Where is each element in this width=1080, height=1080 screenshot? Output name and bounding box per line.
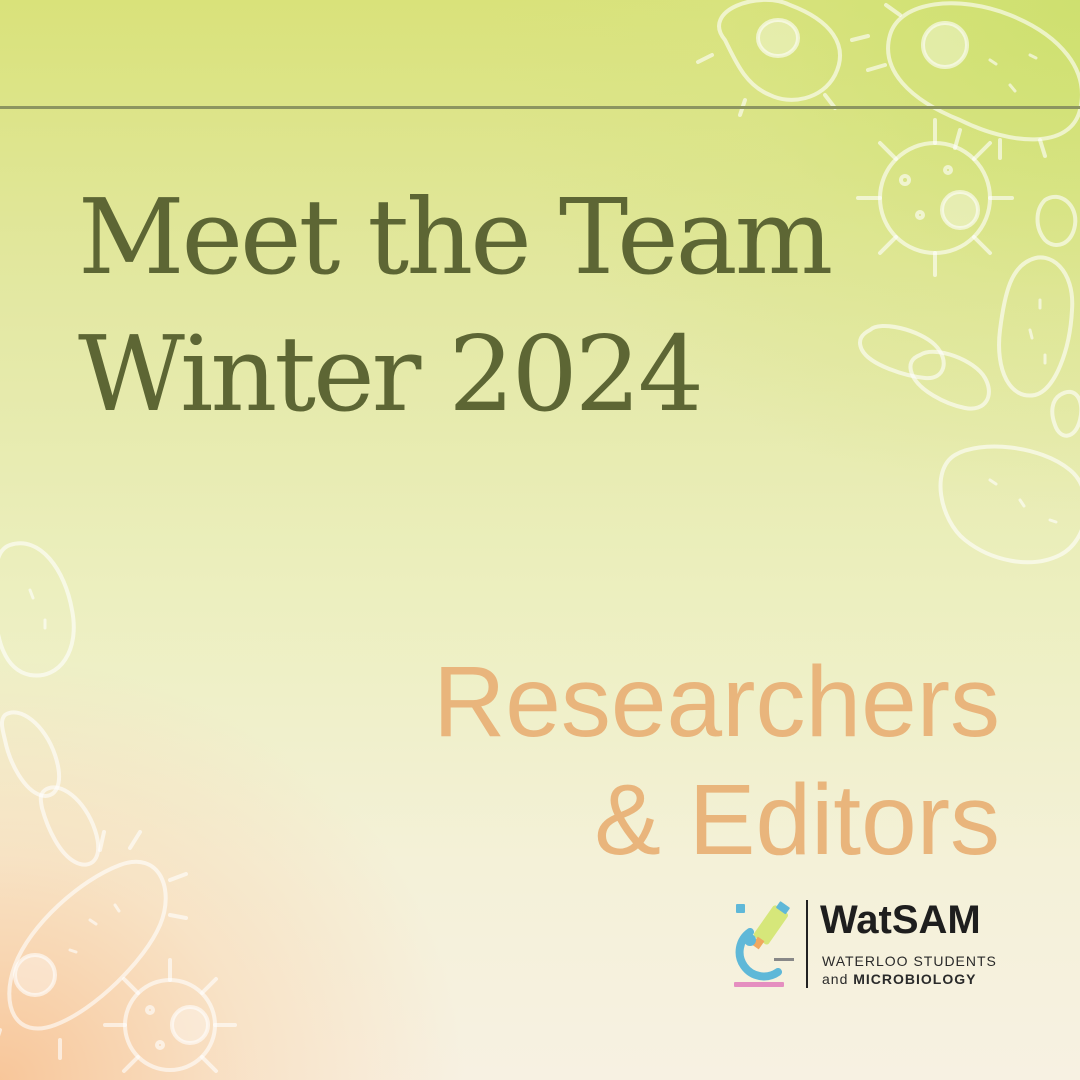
microbe-icon [698,0,868,115]
logo-tagline-bold: MICROBIOLOGY [853,971,977,987]
logo-name: WatSAM [820,898,981,942]
title-line-2: Winter 2024 [78,313,702,435]
title-line-1: Meet the Team [78,176,831,298]
bacteria-icon [999,197,1075,396]
microscope-icon [730,898,800,990]
logo-tagline-2 [822,972,976,986]
logo-tagline-1: WATERLOO STUDENTS [822,953,997,969]
logo-divider [806,900,808,988]
bacteria-icon [0,832,186,1058]
subtitle-line-2: & Editors [594,764,1000,876]
watsam-logo [730,898,1020,994]
logo-tagline-prefix: and [822,971,849,987]
bacteria-icon [868,3,1080,158]
bacteria-icon [860,326,989,409]
virus-icon [858,120,1012,275]
bacteria-icon [941,392,1080,562]
bacteria-icon [0,543,74,675]
bacteria-icon [2,712,98,864]
subtitle-line-1: Researchers [433,646,1000,758]
top-divider [0,106,1080,109]
